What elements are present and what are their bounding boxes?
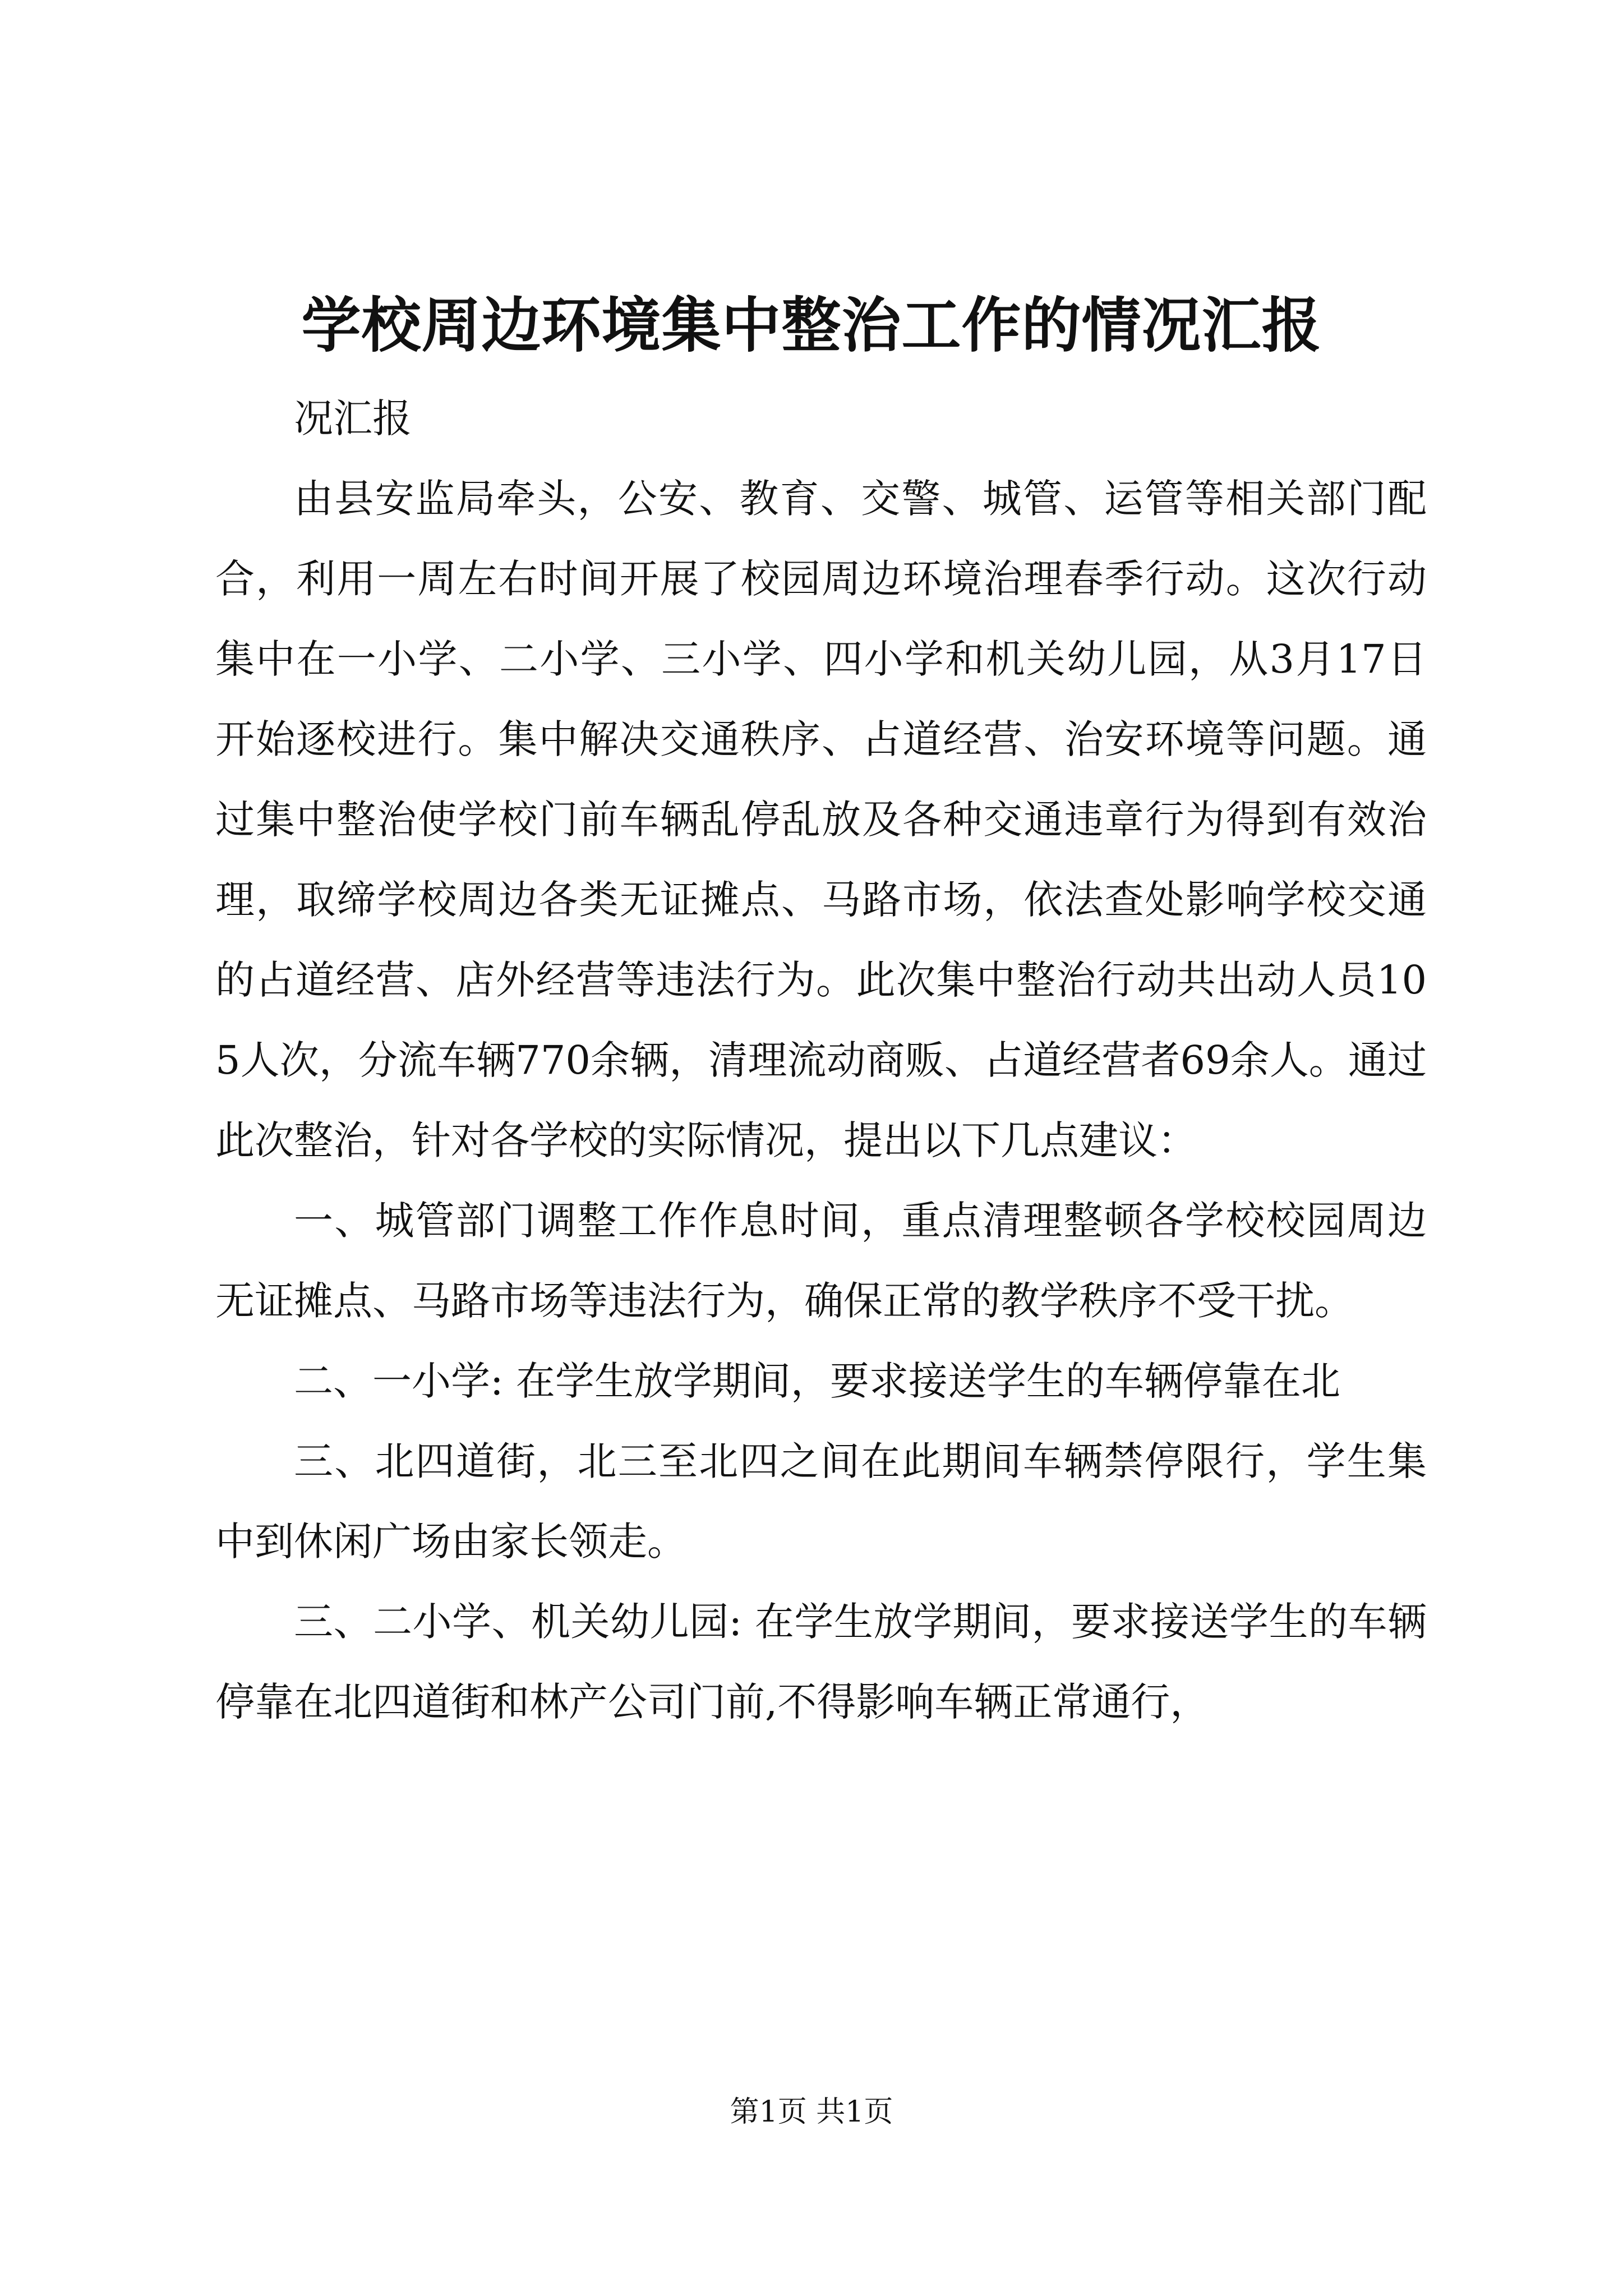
paragraph-suggestion-2: 二、一小学: 在学生放学期间，要求接送学生的车辆停靠在北 <box>294 1358 1340 1404</box>
document-title: 学校周边环境集中整治工作的情况汇报 <box>301 290 1322 360</box>
paragraph-suggestion-1: 一、城管部门调整工作作息时间，重点清理整顿各学校校园周边无证摊点、马路市场等违法行为，确保正常的教学秩序不受干扰。 <box>215 1198 1427 1324</box>
paragraph-suggestion-3a: 三、北四道街，北三至北四之间在此期间车辆禁停限行，学生集中到休闲广场由家长领走。 <box>215 1438 1427 1565</box>
paragraph-intro: 由县安监局牵头，公安、教育、交警、城管、运管等相关部门配合，利用一周左右时间开展了校园周边环境治理春季行动。这次行动集中在一小学、二小学、三小学、四小学和机关幼儿园，从3月17日开始逐校进行。集中解决交通秩序、占道经营、治安环境等问题。通过集中整治使学校门前车辆乱停乱放及各种交通违章行为得到有效治理，取缔学校周边各类无证摊点、马路市场，依法查处影响学校交通的占道经营、店外经营等违法行为。此次集中整治行动共出动人员105人次，分流车辆770余辆，清理流动商贩、占道经营者69余人。通过此次整治，针对各学校的实际情况，提出以下几点建议： <box>215 476 1427 1163</box>
paragraph-suggestion-3b: 三、二小学、机关幼儿园: 在学生放学期间，要求接送学生的车辆停靠在北四道街和林产公司门前,不得影响车辆正常通行， <box>215 1599 1427 1725</box>
document-body <box>215 379 1427 1742</box>
paragraph-subtitle: 况汇报 <box>294 395 412 441</box>
page-footer: 第1页 共1页 <box>730 2095 893 2129</box>
